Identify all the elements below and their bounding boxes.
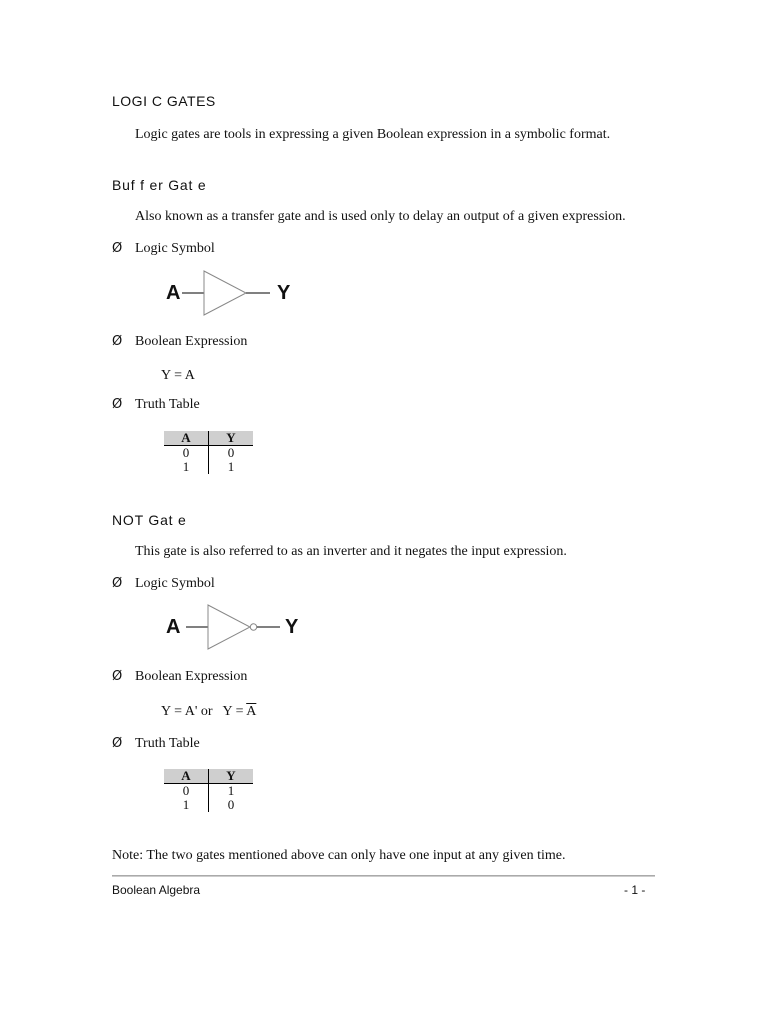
not-output-label: Y xyxy=(285,616,299,638)
buffer-gate-heading: Buf f er Gat e xyxy=(112,177,207,193)
not-boolean-expression xyxy=(161,704,256,720)
intro-paragraph: Logic gates are tools in expressing a given Boolean expression in a symbolic format. xyxy=(135,127,611,142)
expression-text: Y = A' or Y = xyxy=(161,704,247,719)
page-title: LOGI C GATES xyxy=(112,93,216,109)
buffer-truth-table xyxy=(164,431,253,474)
table-row xyxy=(164,446,253,461)
note-paragraph: Note: The two gates mentioned above can only have one input at any given time. xyxy=(112,848,566,863)
bullet-icon: Ø xyxy=(112,241,123,256)
not-logic-symbol-label: Logic Symbol xyxy=(135,576,215,591)
table-cell: 0 xyxy=(164,784,209,799)
bullet-icon: Ø xyxy=(112,669,123,684)
buffer-boolean-expression-label: Boolean Expression xyxy=(135,334,248,349)
table-cell: 0 xyxy=(164,446,209,461)
table-row xyxy=(164,784,253,799)
table-header-row xyxy=(164,431,253,446)
footer-title: Boolean Algebra xyxy=(112,883,201,897)
table-row xyxy=(164,460,253,474)
expression-complement: $\overline{A}$ xyxy=(246,704,257,719)
table-row xyxy=(164,798,253,812)
column-header: Y xyxy=(209,431,254,446)
buffer-truth-table-label: Truth Table xyxy=(135,397,200,412)
not-gate-description: This gate is also referred to as an inverter and it negates the input expression. xyxy=(135,544,567,559)
buffer-boolean-expression: Y = A xyxy=(161,368,195,383)
not-input-label: A xyxy=(166,616,181,638)
table-cell: 0 xyxy=(227,797,235,812)
footer-divider xyxy=(112,875,655,877)
buffer-logic-symbol-label: Logic Symbol xyxy=(135,241,215,256)
column-header: Y xyxy=(209,769,254,784)
table-cell: 1 xyxy=(164,798,209,812)
table-cell: 1 xyxy=(227,783,235,798)
not-truth-table-label: Truth Table xyxy=(135,736,200,751)
page-number: - 1 - xyxy=(624,883,646,897)
bullet-icon: Ø xyxy=(112,397,123,412)
not-boolean-expression-label: Boolean Expression xyxy=(135,669,248,684)
column-header: A xyxy=(164,431,209,446)
bullet-icon: Ø xyxy=(112,736,123,751)
buffer-output-label: Y xyxy=(277,282,291,304)
bullet-icon: Ø xyxy=(112,576,123,591)
bullet-icon: Ø xyxy=(112,334,123,349)
table-cell: 1 xyxy=(227,459,235,474)
not-gate-heading: NOT Gat e xyxy=(112,512,187,528)
buffer-gate-symbol xyxy=(180,268,280,318)
buffer-input-label: A xyxy=(166,282,181,304)
table-cell: 1 xyxy=(164,460,209,474)
column-header: A xyxy=(164,769,209,784)
buffer-gate-description: Also known as a transfer gate and is used only to delay an output of a given expression. xyxy=(135,209,626,224)
table-header-row xyxy=(164,769,253,784)
table-cell: 0 xyxy=(227,445,235,460)
not-gate-symbol xyxy=(180,602,290,652)
not-truth-table xyxy=(164,769,253,812)
